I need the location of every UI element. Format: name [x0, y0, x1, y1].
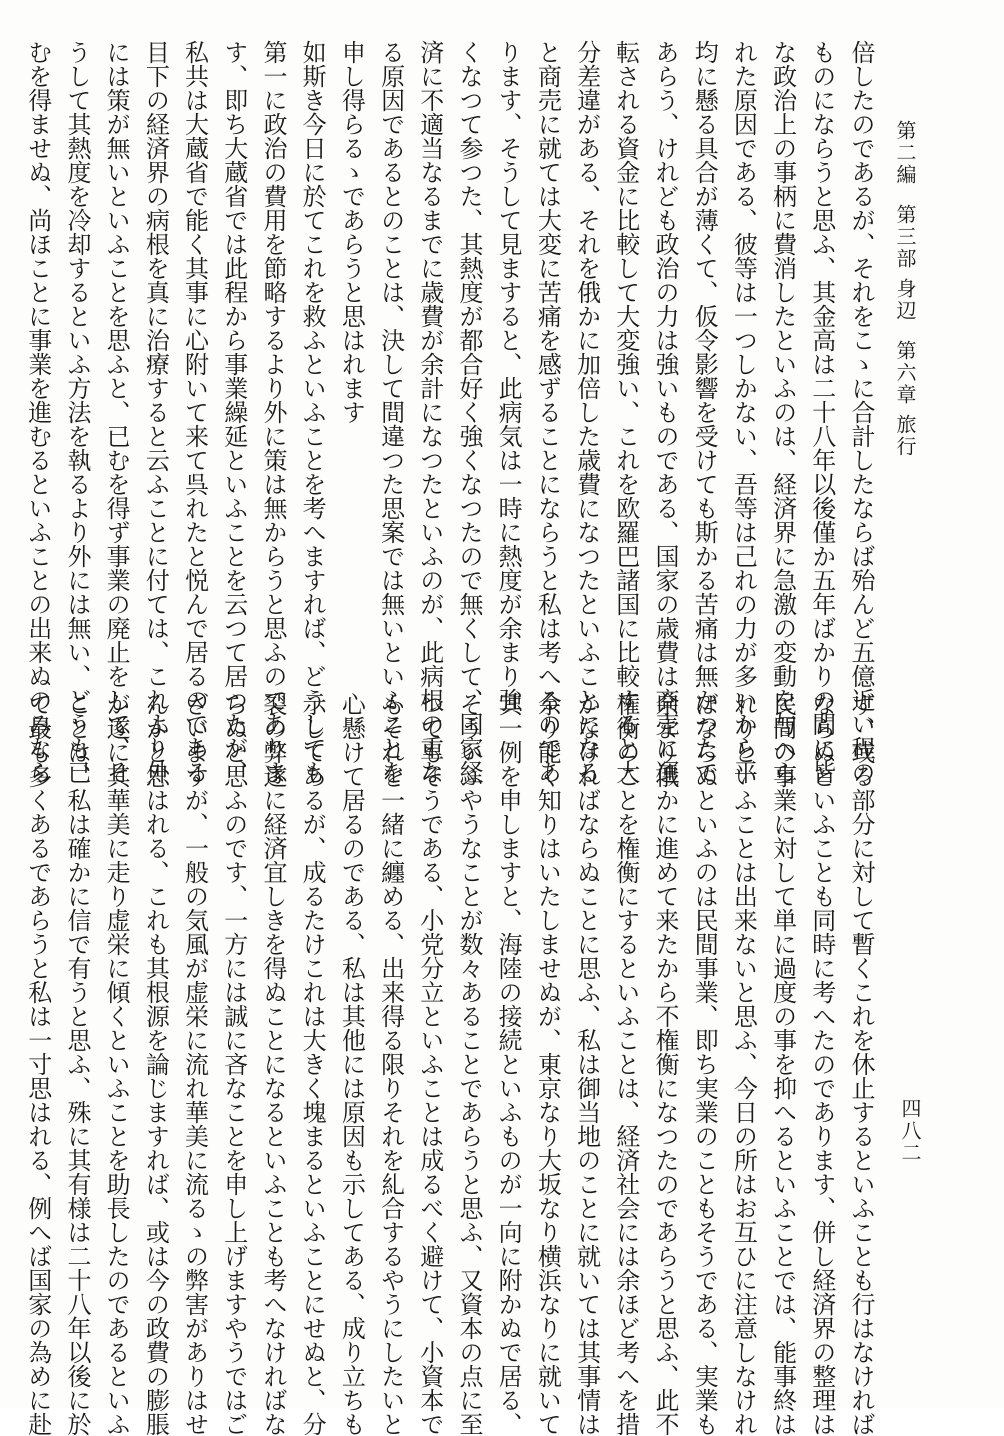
text-line: 倍したのであるが、それをこゝに合計したならば殆んど五億近い程の — [847, 40, 875, 784]
text-line: うして其熱度を冷却するといふ方法を執るより外には無い、どうも已 — [62, 40, 91, 784]
running-header — [893, 120, 917, 458]
text-line: くなつて参つた、其熱度が都合好く強くなつたので無くして、国家経 — [454, 40, 483, 784]
text-line: る原因であるとのことは、決して間違つた思案では無いといふことを — [376, 40, 405, 784]
text-line: ります、そうして見ますると、此病気は一時に熱度が余まり強 — [494, 40, 523, 712]
text-line: 目下の経済界の病根を真に治療すると云ふことに付ては、これより外 — [141, 40, 170, 784]
header-title: 旅行 — [893, 414, 917, 458]
text-line: 均に懸る具合が薄くて、仮令影響を受けても斯かる苦痛は無かつたで — [690, 40, 719, 784]
text-line: 私共は大蔵省で能く其事に心附いて来て呉れたと悦んで居るのである — [180, 40, 209, 784]
text-line: 権衡のことを権衡にするといふことは、経済社会には余ほど考へを措 — [611, 692, 640, 1436]
text-line: 示してあるが、成るたけこれは大きく塊まるといふことにせぬと、分 — [298, 692, 327, 1436]
text-line: て最も多くあるであらうと私は一寸思はれる、例へば国家の為めに赴 — [23, 692, 52, 1436]
text-line: ならぬといふことも同時に考へたのであります、併し経済界の整理は — [807, 692, 836, 1436]
text-line: が遂に其華美に走り虚栄に傾くといふことを助長したのであるといふ — [102, 692, 131, 1436]
text-line: あらう、けれども政治の力は強いものである、国家の歳費は商売に運 — [650, 40, 679, 784]
text-line: 民間の事業に対して単に過度の事を抑へるといふことでは、能事終は — [768, 692, 797, 1436]
text-line: れりといふことは出来ないと思ふ、今日の所はお互ひに注意しなけれ — [729, 692, 758, 1436]
text-line: そういふやうなことが数々あることであらうと思ふ、又資本の点に至 — [454, 692, 483, 1436]
header-section: 第三部 — [893, 204, 917, 270]
text-line: 心懸けて居るのである、私は其他には原因も示してある、成り立ちも — [337, 692, 366, 1436]
text-line: ものにならうと思ふ、其金高は二十八年以後僅か五年ばかりの間に皆 — [807, 40, 836, 784]
upper-text-block — [23, 40, 880, 784]
text-line: 如斯き今日に於てこれを救ふといふことを考へますれば、どうしても — [298, 40, 327, 784]
text-line: ず、或る部分に対して暫くこれを休止するといふことも行はなければ — [847, 692, 875, 1436]
text-line: 転される資金に比較して大変強い、これを欧羅巴諸国に比較すると大 — [611, 40, 640, 784]
text-line: 申し得らるゝであらうと思はれます — [337, 40, 366, 424]
page-number: 四八二 — [898, 1098, 922, 1164]
text-line: かなければならぬことに思ふ、私は御当地のことに就いては其事情は — [572, 692, 601, 1436]
header-subject: 身辺 — [893, 278, 917, 322]
text-line: 第一に政治の費用を節略するより外に策は無からうと思ふのでありま — [258, 40, 287, 784]
text-line: 分差違がある、それを俄かに加倍した歳費になつたといふことになる — [572, 40, 601, 784]
text-line: な政治上の事柄に費消したといふのは、経済界に急激の変動を与へら — [768, 40, 797, 784]
text-line: ざいますが、一般の気風が虚栄に流れ華美に流るゝの弊害がありはせ — [180, 692, 209, 1436]
text-line: 裂の弊遂に経済宜しきを得ぬことになるといふことも考へなければな — [258, 692, 287, 1436]
text-line: す、即ち大蔵省では此程から事業繰延といふことを云つて居つたが、 — [219, 40, 248, 784]
text-line: もそれを一緒に纏める、出来得る限りそれを糺合するやうにしたいと — [376, 692, 405, 1436]
text-line: 余り能く知りはいたしませぬが、東京なり大坂なり横浜なりに就いて — [533, 692, 562, 1436]
text-line: ことは、私は確かに信で有うと思ふ、殊に其有様は二十八年以後に於 — [62, 692, 91, 1436]
text-line: 其一例を申しますと、海陸の接続といふものが一向に附かぬで居る、 — [494, 692, 523, 1436]
lower-text-block — [23, 692, 880, 1436]
text-line: と商売に就ては大変に苦痛を感ずることにならうと私は考へるのであ — [533, 40, 562, 784]
text-line: 済に不適当なるまでに歳費が余計になつたといふのが、此病根の重な — [415, 40, 444, 784]
text-line: つてもそうである、小党分立といふことは成るべく避けて、小資本で — [415, 692, 444, 1436]
header-part: 第二編 — [893, 120, 917, 186]
text-line: らぬと思ふのです、一方には誠に吝なことを申し上げますやうではご — [219, 692, 248, 1436]
text-line: むを得ませぬ、尚ほことに事業を進むるといふことの出来ぬのみなら — [23, 40, 52, 784]
text-line: んかと思はれる、これも其根源を論じますれば、或は今の政費の膨脹 — [141, 692, 170, 1436]
text-line: れた原因である、彼等は一つしかない、吾等は己れの力が多いから平 — [729, 40, 758, 784]
text-line: ばならぬといふのは民間事業、即ち実業のこともそうである、実業も — [690, 692, 719, 1436]
header-chapter: 第六章 — [893, 340, 917, 406]
text-line: には策が無いといふことを思ふと、已むを得ず事業の廃止をして、そ — [102, 40, 131, 784]
text-line: 余まり俄かに進めて来たから不権衡になつたのであらうと思ふ、此不 — [650, 692, 679, 1436]
